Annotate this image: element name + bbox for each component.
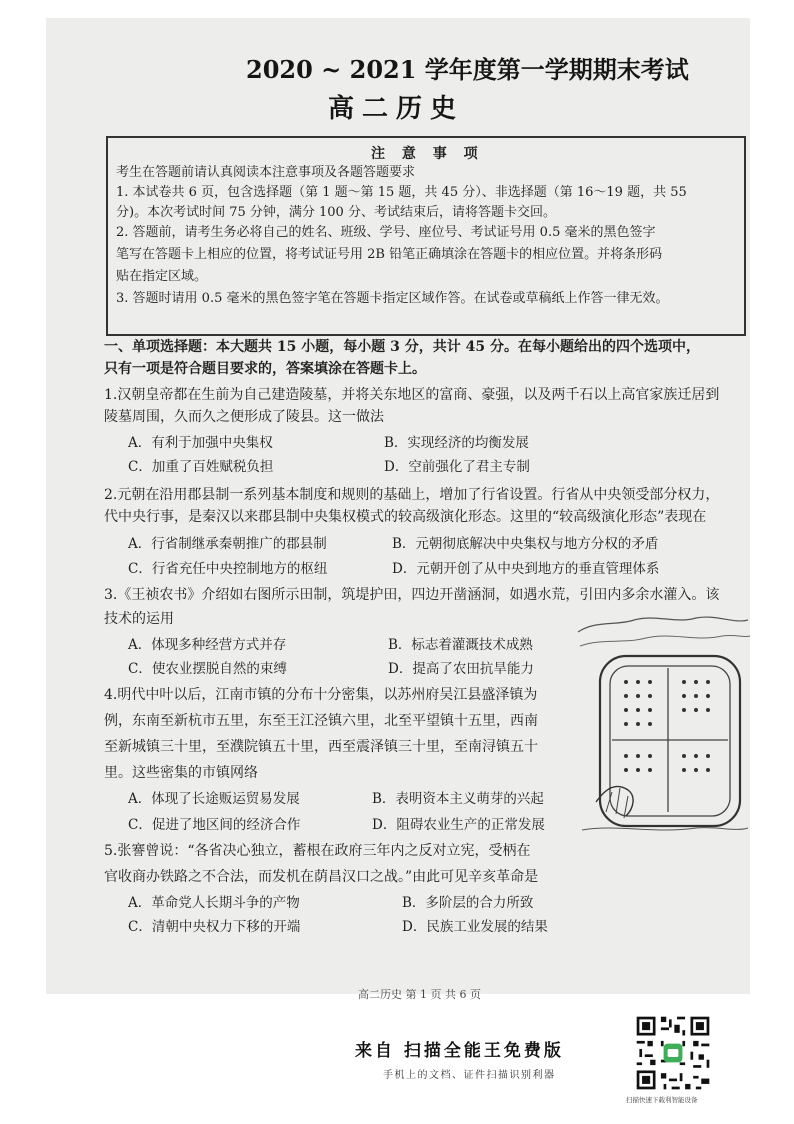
question-2-stem: 2.元朝在沿用郡县制一系列基本制度和规则的基础上，增加了行省设置。行省从中央领受部分权力， — [104, 487, 720, 503]
q1-option-c: C．加重了百姓赋税负担 — [128, 459, 274, 475]
notice-line: 3. 答题时请用 0.5 毫米的黑色签字笔在答题卡指定区域作答。在试卷或草稿纸上作答一律无效。 — [116, 291, 669, 306]
question-3-stem: 3.《王祯农书》介绍如右图所示田制，筑堤护田，四边开凿涵洞，如遇水荒，引田内多余水灌入。该 — [104, 587, 720, 603]
question-1-stem: 1.汉朝皇帝都在生前为自己建造陵墓，并将关东地区的富商、豪强，以及两千石以上高官家族迁居到 — [104, 387, 720, 403]
qr-caption: 扫描快速下载利智能设备 — [626, 1096, 698, 1104]
question-4-stem: 至新城镇三十里，至濮院镇五十里，西至震泽镇三十里，至南浔镇五十 — [104, 739, 538, 755]
section-heading: 一、单项选择题：本大题共 15 小题，每小题 3 分，共计 45 分。在每小题给出的四个选项中， — [104, 339, 700, 355]
field-diagram-illustration — [576, 612, 750, 842]
page-number-footer: 高二历史 第 1 页 共 6 页 — [358, 988, 481, 1001]
q2-option-d: D．元朝开创了从中央到地方的垂直管理体系 — [392, 561, 660, 577]
q4-option-d: D．阻碍农业生产的正常发展 — [372, 817, 545, 833]
question-5-stem: 5.张謇曾说：“各省决心独立，蓄根在政府三年内之反对立宪，受柄在 — [104, 843, 531, 859]
q3-option-a: A．体现多种经营方式并存 — [128, 637, 287, 653]
question-2-stem: 代中央行事，是秦汉以来郡县制中央集权模式的较高级演化形态。这里的“较高级演化形态”表现在 — [104, 509, 707, 525]
q2-option-b: B．元朝彻底解决中央集权与地方分权的矛盾 — [392, 536, 659, 552]
scanner-tagline: 手机上的文档、证件扫描识别利器 — [383, 1070, 556, 1081]
q1-option-d: D．空前强化了君主专制 — [384, 459, 530, 475]
notice-line: 1. 本试卷共 6 页，包含选择题（第 1 题～第 15 题，共 45 分）、非选择题（第 16～19 题，共 55 — [116, 185, 687, 200]
exam-subject: 高二历史 — [328, 94, 465, 124]
question-4-stem: 里。这些密集的市镇网络 — [104, 765, 258, 781]
question-5-stem: 官收商办铁路之不合法，而发机在荫昌汉口之战。”由此可见辛亥革命是 — [104, 869, 539, 885]
scanner-brand-text: 来自 扫描全能王免费版 — [355, 1041, 564, 1061]
q4-option-c: C．促进了地区间的经济合作 — [128, 817, 301, 833]
q3-option-b: B．标志着灌溉技术成熟 — [388, 637, 533, 653]
q3-option-d: D．提高了农田抗旱能力 — [388, 661, 534, 677]
question-4-stem: 4.明代中叶以后，江南市镇的分布十分密集，以苏州府吴江县盛泽镇为 — [104, 687, 538, 703]
q1-option-b: B．实现经济的均衡发展 — [384, 435, 529, 451]
notice-line: 考生在答题前请认真阅读本注意事项及各题答题要求 — [116, 165, 416, 180]
notice-line: 分)。本次考试时间 75 分钟，满分 100 分、考试结束后，请将答题卡交回。 — [116, 205, 556, 220]
q5-option-c: C．清朝中央权力下移的开端 — [128, 919, 301, 935]
q5-option-b: B．多阶层的合力所致 — [402, 895, 534, 911]
q4-option-b: B．表明资本主义萌芽的兴起 — [372, 791, 544, 807]
exam-title: 2020 ~ 2021 学年度第一学期期末考试 — [246, 55, 689, 84]
q2-option-a: A．行省制继承秦朝推广的郡县制 — [128, 536, 327, 552]
q3-option-c: C．使农业摆脱自然的束缚 — [128, 661, 287, 677]
question-3-stem: 技术的运用 — [104, 611, 174, 627]
q4-option-a: A．体现了长途贩运贸易发展 — [128, 791, 300, 807]
q5-option-a: A．革命党人长期斗争的产物 — [128, 895, 300, 911]
qr-code-icon[interactable] — [634, 1014, 712, 1092]
notice-line: 贴在指定区域。 — [116, 269, 208, 284]
notice-line: 笔写在答题卡上相应的位置，将考试证号用 2B 铅笔正确填涂在答题卡的相应位置。并将条形码 — [116, 247, 663, 262]
q2-option-c: C．行省充任中央控制地方的枢纽 — [128, 561, 328, 577]
q1-option-a: A．有利于加强中央集权 — [128, 435, 273, 451]
notice-heading: 注 意 事 项 — [371, 146, 484, 162]
q5-option-d: D．民族工业发展的结果 — [402, 919, 548, 935]
question-1-stem: 陵墓周围，久而久之便形成了陵县。这一做法 — [104, 409, 384, 425]
question-4-stem: 例，东南至新杭市五里，东至王江泾镇六里，北至平望镇十五里，西南 — [104, 713, 538, 729]
notice-line: 2. 答题前，请考生务必将自己的姓名、班级、学号、座位号、考试证号用 0.5 毫米的黑色签字 — [116, 225, 656, 240]
section-heading-cont: 只有一项是符合题目要求的，答案填涂在答题卡上。 — [104, 361, 426, 377]
exam-sheet — [46, 18, 750, 1001]
